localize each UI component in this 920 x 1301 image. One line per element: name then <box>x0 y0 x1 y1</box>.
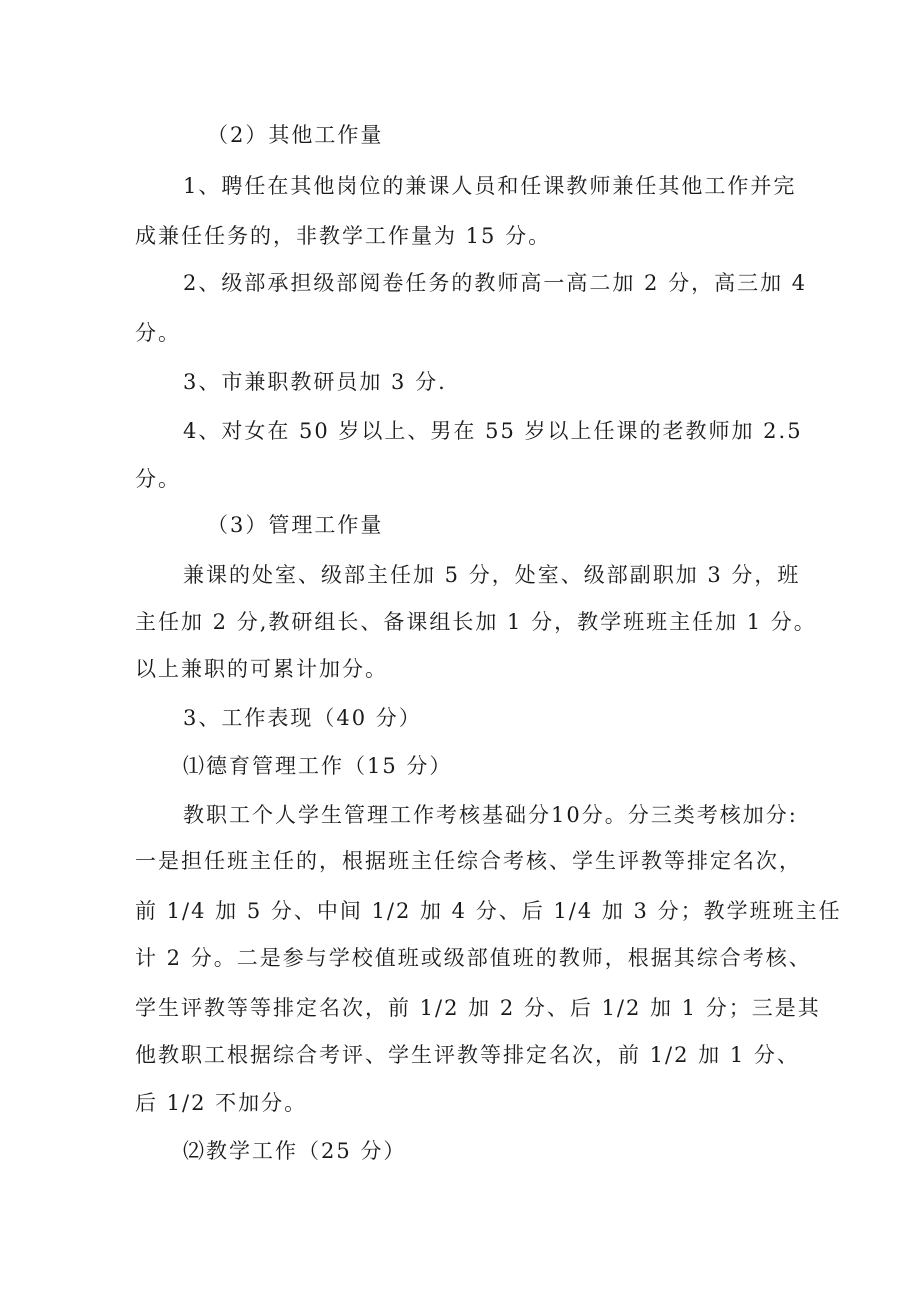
paragraph-line: 1、聘任在其他岗位的兼课人员和任课教师兼任其他工作并完 <box>183 174 797 198</box>
paragraph-line: 分。 <box>135 467 181 491</box>
paragraph-line: 一是担任班主任的，根据班主任综合考核、学生评教等排定名次， <box>135 849 802 873</box>
paragraph-line: 他教职工根据综合考评、学生评教等排定名次，前 1/2 加 1 分、 <box>135 1043 800 1067</box>
paragraph-line: 以上兼职的可累计加分。 <box>135 657 388 681</box>
paragraph-line: 兼课的处室、级部主任加 5 分，处室、级部副职加 3 分，班 <box>183 563 801 587</box>
paragraph-line: 计 2 分。二是参与学校值班或级部值班的教师，根据其综合考核、 <box>135 946 812 970</box>
heading-work-performance: 3、工作表现（40 分） <box>183 706 422 730</box>
paragraph-line: 分。 <box>135 321 181 345</box>
paragraph-line: 成兼任任务的，非教学工作量为 15 分。 <box>135 224 552 248</box>
paragraph-line: 4、对女在 50 岁以上、男在 55 岁以上任课的老教师加 2.5 <box>183 419 803 443</box>
paragraph-line: 3、市兼职教研员加 3 分. <box>183 370 447 394</box>
paragraph-line: 教职工个人学生管理工作考核基础分10分。分三类考核加分: <box>183 803 798 827</box>
paragraph-line: 前 1/4 加 5 分、中间 1/2 加 4 分、后 1/4 加 3 分；教学班班主任 <box>135 899 842 923</box>
heading-management-workload: （3）管理工作量 <box>207 513 384 537</box>
paragraph-line: 主任加 2 分,教研组长、备课组长加 1 分，教学班班主任加 1 分。 <box>135 610 817 634</box>
paragraph-line: 学生评教等等排定名次，前 1/2 加 2 分、后 1/2 加 1 分；三是其 <box>135 996 821 1020</box>
paragraph-line: 后 1/2 不加分。 <box>135 1091 308 1115</box>
heading-teaching-work: ⑵教学工作（25 分） <box>183 1139 407 1163</box>
paragraph-line: 2、级部承担级部阅卷任务的教师高一高二加 2 分，高三加 4 <box>183 271 808 295</box>
heading-moral-education: ⑴德育管理工作（15 分） <box>183 754 453 778</box>
heading-other-workload: （2）其他工作量 <box>207 123 384 147</box>
